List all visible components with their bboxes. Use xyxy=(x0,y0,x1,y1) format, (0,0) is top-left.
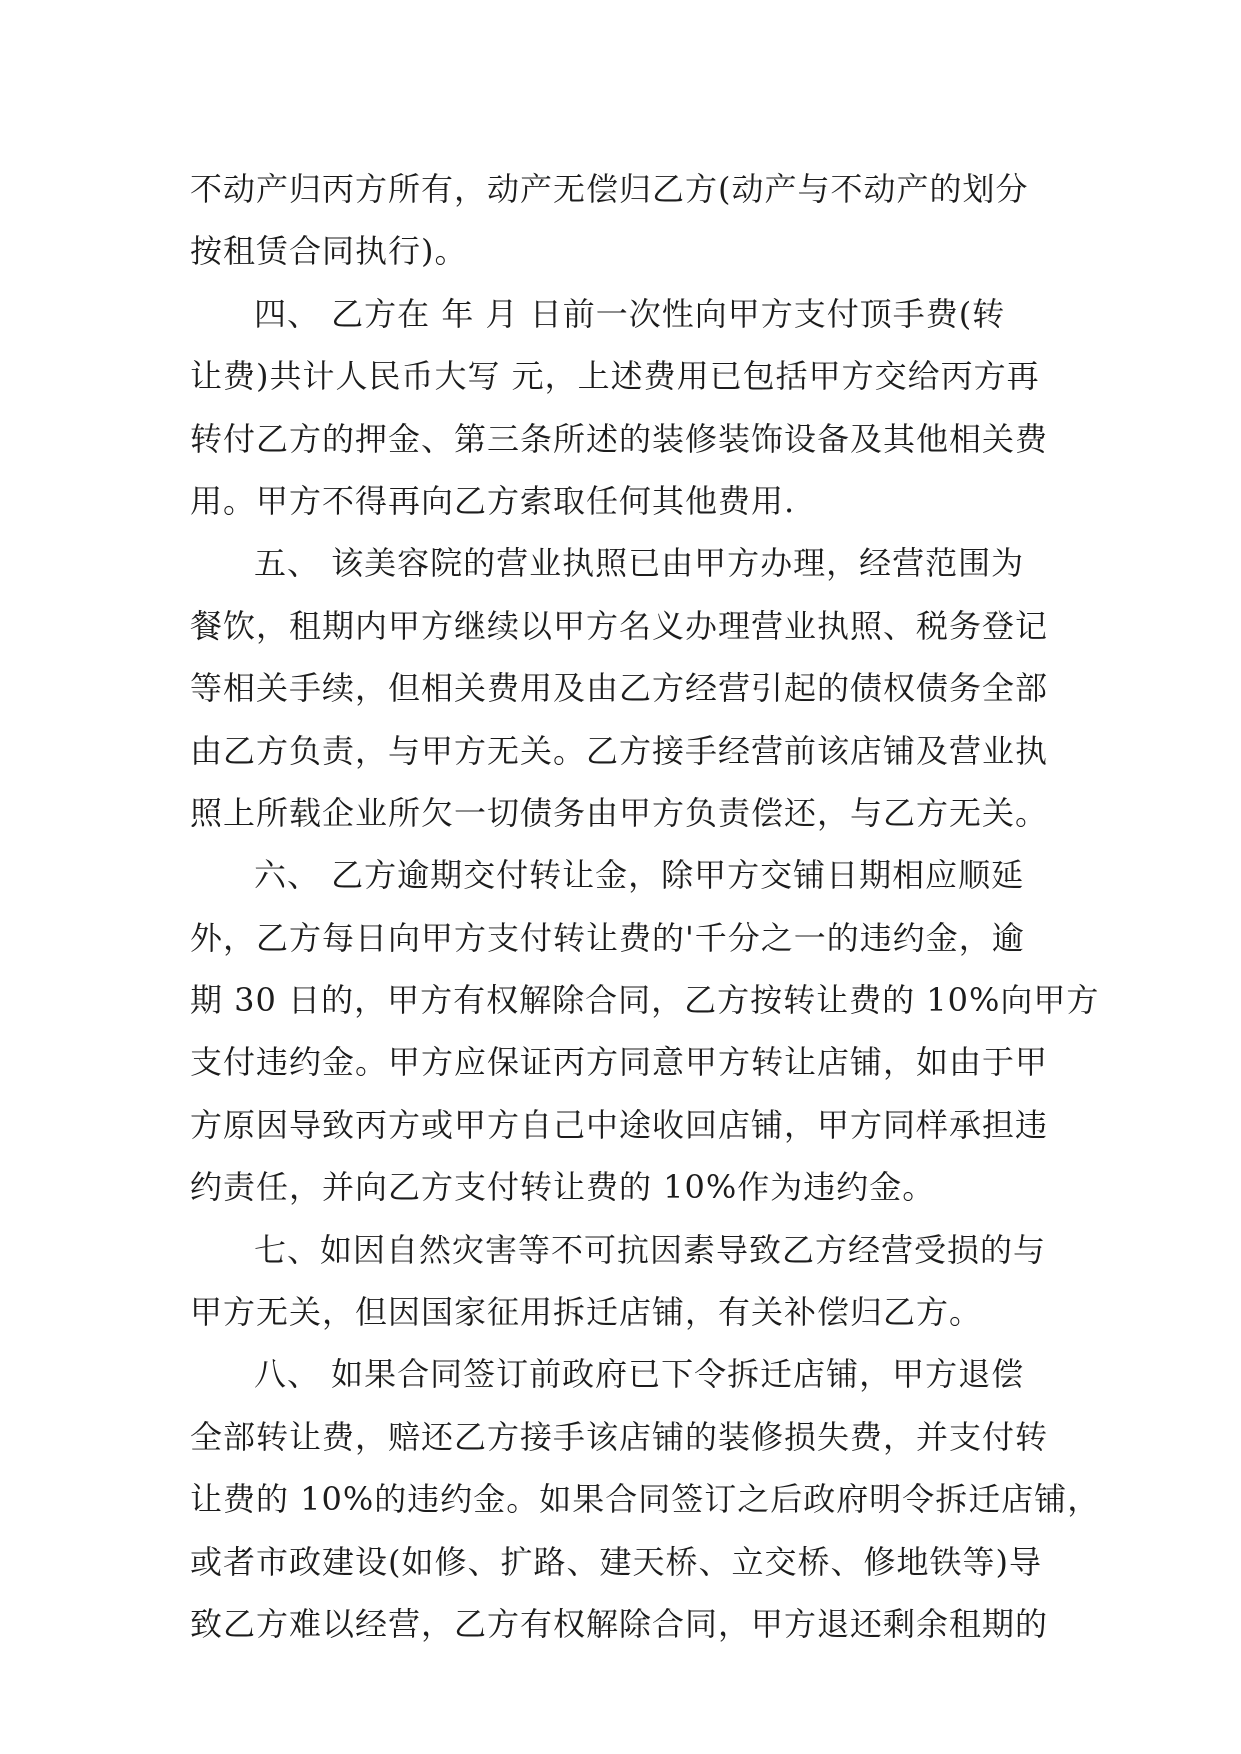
text-line: 约责任，并向乙方支付转让费的 10%作为违约金。 xyxy=(190,1168,936,1207)
text-line: 用。甲方不得再向乙方索取任何其他费用. xyxy=(190,481,796,520)
clause-six-heading-line: 六、 乙方逾期交付转让金，除甲方交铺日期相应顺延 xyxy=(254,856,1025,895)
text-line: 按租赁合同执行)。 xyxy=(190,232,468,271)
text-line: 不动产归丙方所有，动产无偿归乙方(动产与不动产的划分 xyxy=(190,170,1029,208)
text-line: 方原因导致丙方或甲方自己中途收回店铺，甲方同样承担违 xyxy=(190,1105,1049,1144)
clause-four-heading-line: 四、 乙方在 年 月 日前一次性向甲方支付顶手费(转 xyxy=(254,294,1006,333)
contract-text-body xyxy=(190,158,1101,1655)
text-line: 让费)共计人民币大写 元，上述费用已包括甲方交给丙方再 xyxy=(190,357,1040,396)
text-line: 外，乙方每日向甲方支付转让费的'千分之一的违约金，逾 xyxy=(190,918,1025,957)
text-line: 或者市政建设(如修、扩路、建天桥、立交桥、修地铁等)导 xyxy=(190,1542,1042,1581)
text-line: 全部转让费，赔还乙方接手该店铺的装修损失费，并支付转 xyxy=(190,1417,1049,1456)
text-line: 等相关手续，但相关费用及由乙方经营引起的债权债务全部 xyxy=(190,669,1049,708)
text-line: 支付违约金。甲方应保证丙方同意甲方转让店铺，如由于甲 xyxy=(190,1043,1049,1082)
text-line: 由乙方负责，与甲方无关。乙方接手经营前该店铺及营业执 xyxy=(190,731,1049,770)
text-line: 甲方无关，但因国家征用拆迁店铺，有关补偿归乙方。 xyxy=(190,1293,983,1332)
text-line: 转付乙方的押金、第三条所述的装修装饰设备及其他相关费 xyxy=(190,419,1049,458)
text-line: 让费的 10%的违约金。如果合同签订之后政府明令拆迁店铺， xyxy=(190,1480,1101,1519)
clause-five-heading-line: 五、 该美容院的营业执照已由甲方办理，经营范围为 xyxy=(254,544,1025,583)
text-line: 致乙方难以经营，乙方有权解除合同，甲方退还剩余租期的 xyxy=(190,1604,1049,1643)
text-line: 期 30 日的，甲方有权解除合同，乙方按转让费的 10%向甲方 xyxy=(190,981,1100,1020)
clause-seven-heading-line: 七、如因自然灾害等不可抗因素导致乙方经营受损的与 xyxy=(254,1230,1047,1269)
text-line: 照上所载企业所欠一切债务由甲方负责偿还，与乙方无关。 xyxy=(190,793,1049,832)
text-line: 餐饮，租期内甲方继续以甲方名义办理营业执照、税务登记 xyxy=(190,606,1049,645)
clause-eight-heading-line: 八、 如果合同签订前政府已下令拆迁店铺，甲方退偿 xyxy=(254,1355,1025,1394)
